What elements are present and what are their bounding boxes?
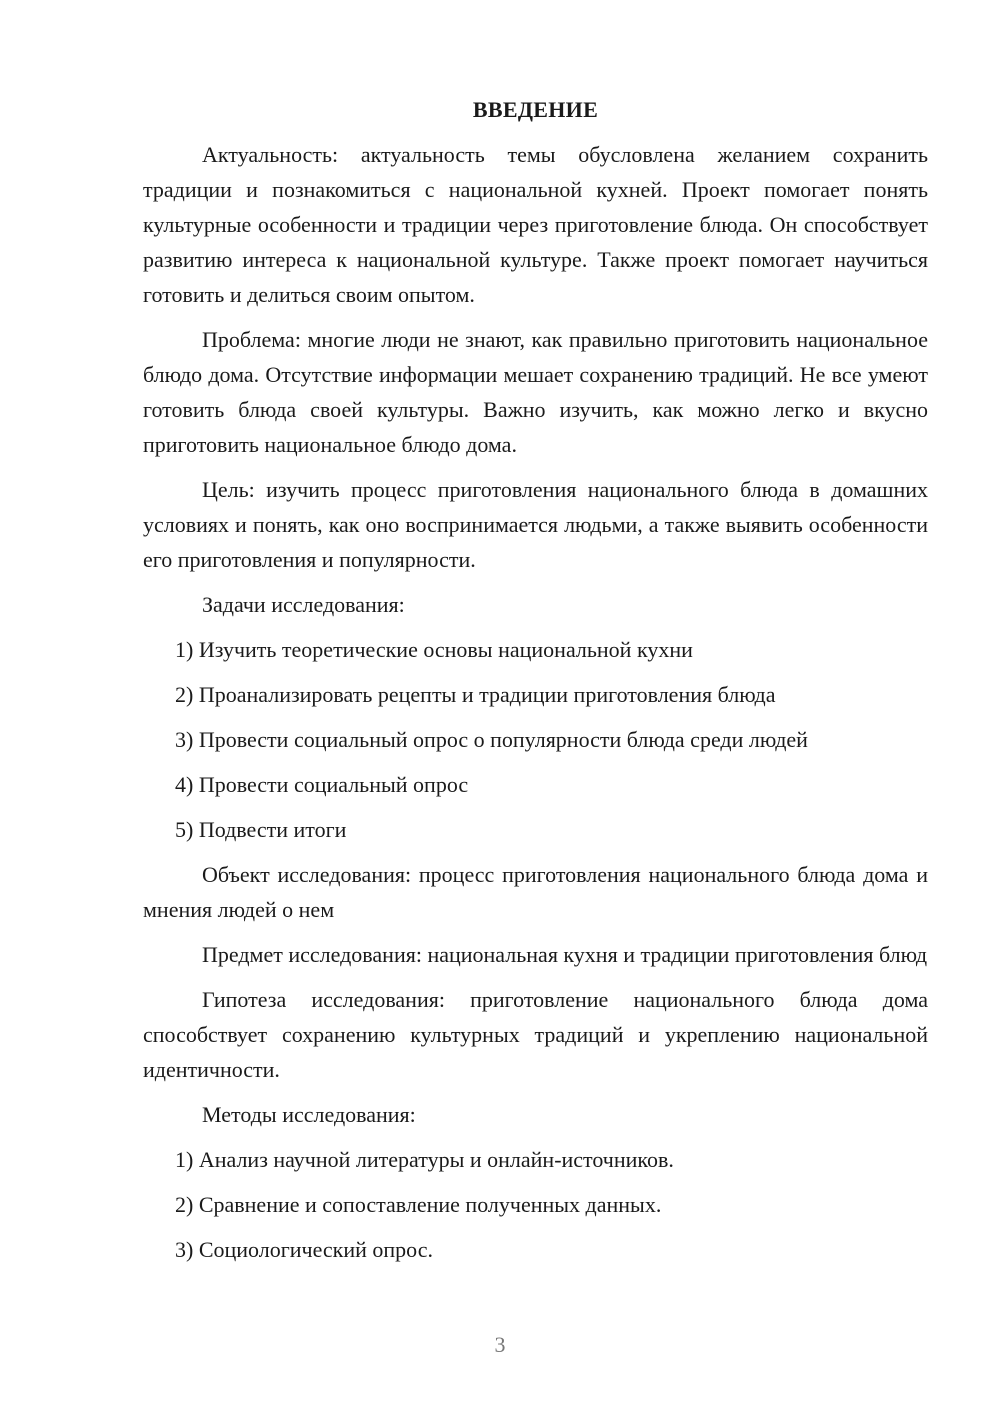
document-page: [143, 92, 928, 1277]
method-item: 1) Анализ научной литературы и онлайн-источников.: [175, 1147, 674, 1172]
methods-heading: Методы исследования:: [202, 1102, 416, 1127]
section-title: ВВЕДЕНИЕ: [472, 97, 599, 122]
hypothesis-paragraph: Гипотеза исследования: приготовление национального блюда дома способствует сохранению культурных традиций и укреплению национальной идентичности.: [143, 987, 928, 1082]
task-item: 4) Провести социальный опрос: [175, 772, 469, 797]
method-item: 2) Сравнение и сопоставление полученных данных.: [175, 1192, 662, 1217]
object-paragraph: Объект исследования: процесс приготовления национального блюда дома и мнения людей о нем: [143, 862, 928, 922]
methods-list: [143, 1142, 928, 1267]
task-item: 1) Изучить теоретические основы национальной кухни: [175, 637, 693, 662]
relevance-paragraph: Актуальность: актуальность темы обусловлена желанием сохранить традиции и познакомиться с национальной кухней. Проект помогает понять культурные особенности и традиции через приготовление блюда. Он способствует развитию интереса к национальной культуре. Также проект помогает научиться готовить и делиться своим опытом.: [143, 142, 928, 307]
method-item: 3) Социологический опрос.: [175, 1237, 433, 1262]
goal-paragraph: Цель: изучить процесс приготовления национального блюда в домашних условиях и понять, как оно воспринимается людьми, а также выявить особенности его приготовления и популярности.: [143, 477, 928, 572]
subject-paragraph: Предмет исследования: национальная кухня и традиции приготовления блюд: [202, 942, 928, 967]
task-item: 3) Провести социальный опрос о популярности блюда среди людей: [175, 727, 808, 752]
task-item: 5) Подвести итоги: [175, 817, 347, 842]
tasks-list: [143, 632, 928, 847]
problem-paragraph: Проблема: многие люди не знают, как правильно приготовить национальное блюдо дома. Отсутствие информации мешает сохранению традиций. Не все умеют готовить блюда своей культуры. Важно изучить, как можно легко и вкусно приготовить национальное блюдо дома.: [143, 327, 928, 457]
task-item: 2) Проанализировать рецепты и традиции приготовления блюда: [175, 682, 776, 707]
page-number: 3: [494, 1332, 506, 1357]
tasks-heading: Задачи исследования:: [202, 592, 405, 617]
